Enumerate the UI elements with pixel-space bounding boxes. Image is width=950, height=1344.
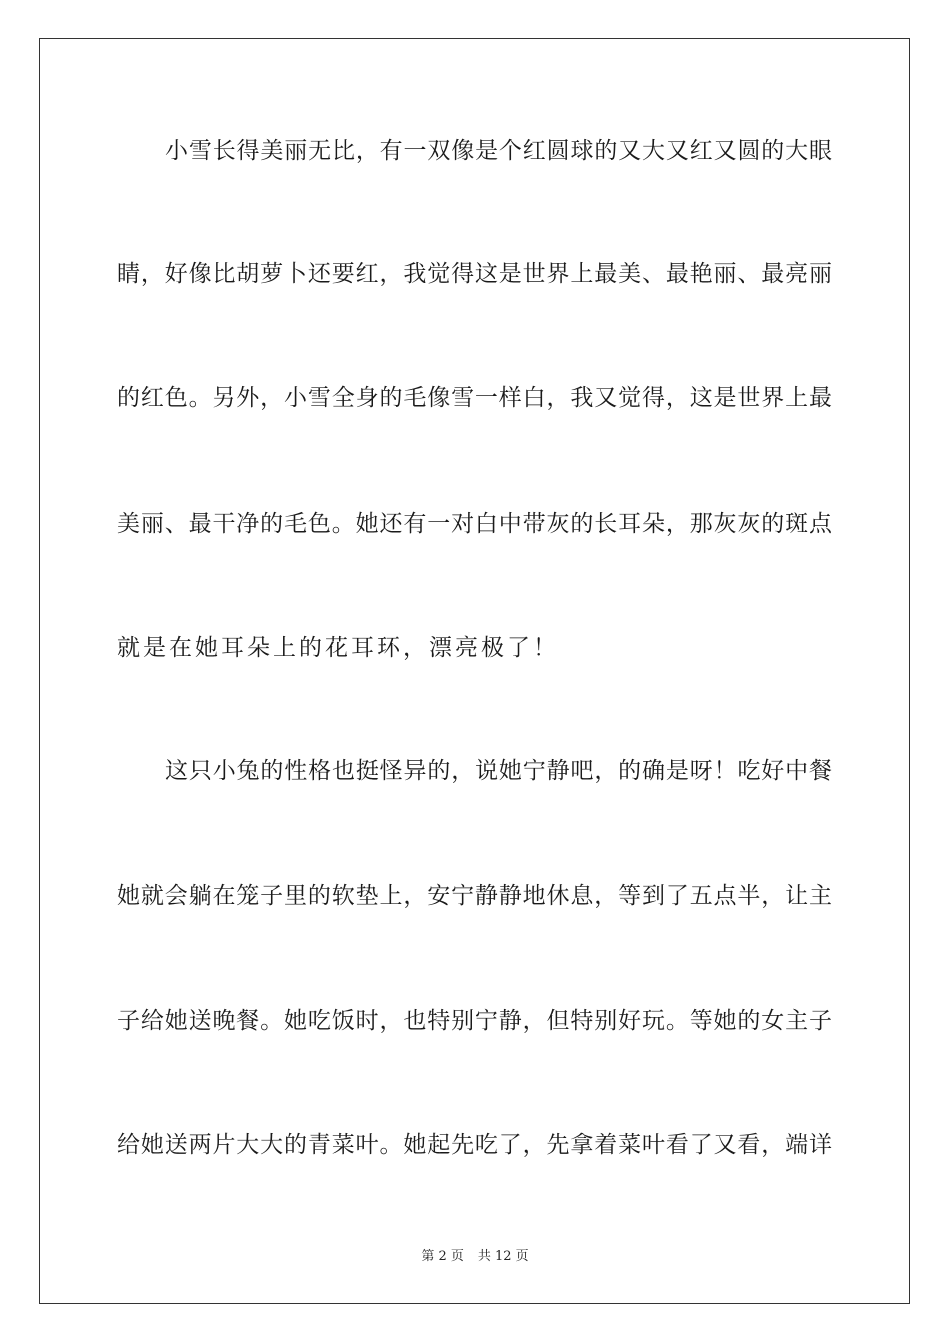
paragraph-1-line-2: 睛，好像比胡萝卜还要红，我觉得这是世界上最美、最艳丽、最亮丽: [117, 261, 832, 287]
page-footer: [0, 1248, 950, 1266]
paragraph-1-line-1: 小雪长得美丽无比，有一双像是个红圆球的又大又红又圆的大眼: [165, 138, 832, 164]
paragraph-2-line-3: 子给她送晚餐。她吃饭时，也特别宁静，但特别好玩。等她的女主子: [117, 1008, 832, 1034]
page-total: 共 12 页: [477, 1249, 529, 1264]
paragraph-1-line-3: 的红色。另外，小雪全身的毛像雪一样白，我又觉得，这是世界上最: [117, 385, 832, 411]
paragraph-2-line-4: 给她送两片大大的青菜叶。她起先吃了，先拿着菜叶看了又看，端详: [117, 1132, 832, 1158]
paragraph-2-line-1: 这只小兔的性格也挺怪异的，说她宁静吧，的确是呀！吃好中餐: [165, 758, 832, 784]
paragraph-1-line-5: 就是在她耳朵上的花耳环，漂亮极了！: [117, 635, 559, 661]
paragraph-1-line-4: 美丽、最干净的毛色。她还有一对白中带灰的长耳朵，那灰灰的斑点: [117, 511, 832, 537]
page-number: 第 2 页: [421, 1249, 464, 1264]
paragraph-2-line-2: 她就会躺在笼子里的软垫上，安宁静静地休息，等到了五点半，让主: [117, 883, 832, 909]
page-border: [39, 38, 910, 1304]
